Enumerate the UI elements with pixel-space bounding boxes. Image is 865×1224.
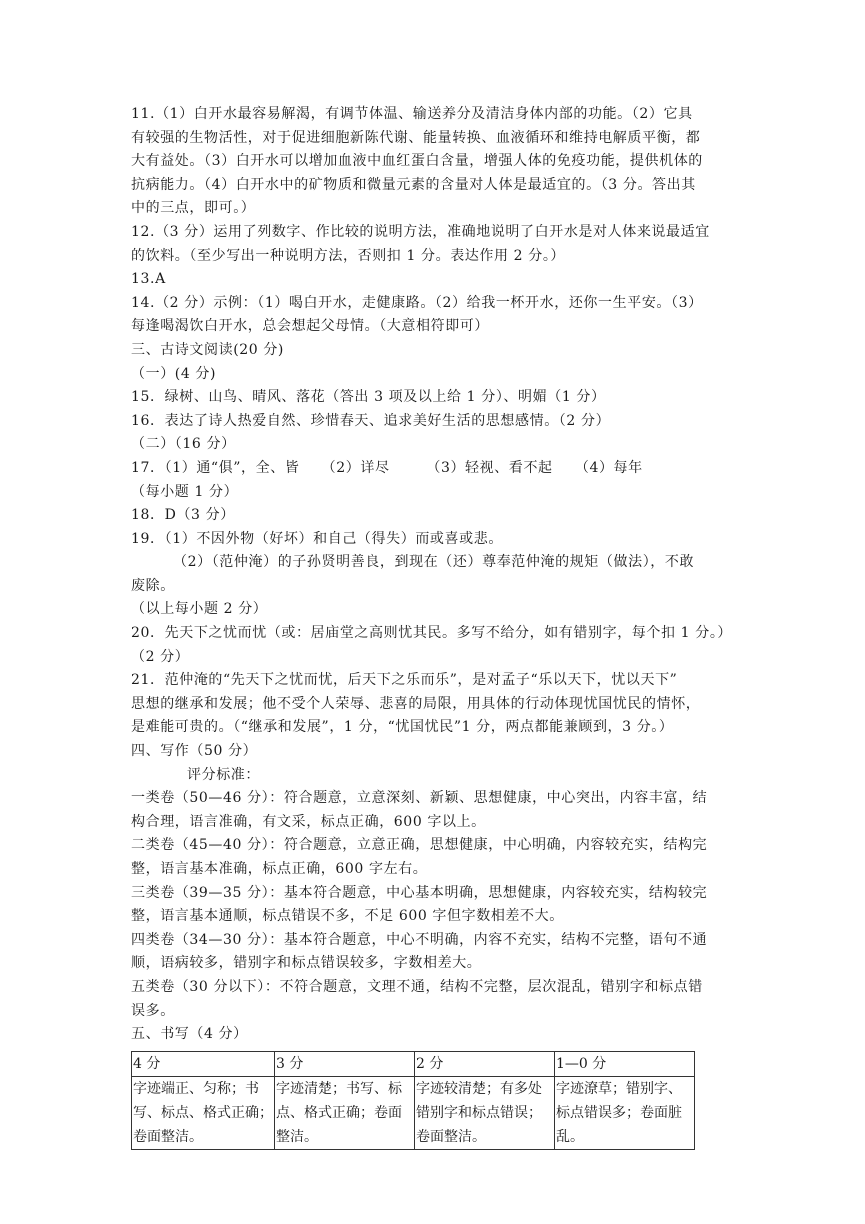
table-cell (555, 1076, 695, 1149)
text-line: 18．D（3 分） (131, 507, 235, 524)
text-line: 12.（3 分）运用了列数字、作比较的说明方法，准确地说明了白开水是对人体来说最适宜 (131, 223, 710, 240)
scoring-heading: 评分标准： (187, 766, 260, 783)
text-line: 构合理，语言准确，有文采，标点正确，600 字以上。 (131, 813, 486, 830)
text-line: 的饮料。（至少写出一种说明方法，否则扣 1 分。表达作用 2 分。） (131, 247, 566, 264)
text-line: 14.（2 分）示例：（1）喝白开水，走健康路。（2）给我一杯开水，还你一生平安。（3） (131, 294, 703, 311)
cell-text: 点、格式正确；卷面 (276, 1104, 402, 1121)
cell-text: 字迹清楚；书写、标 (276, 1080, 402, 1097)
text-line: 有较强的生物活性，对于促进细胞新陈代谢、能量转换、血液循环和维持电解质平衡，都 (131, 129, 701, 146)
cell-text: 字迹端正、匀称；书 (133, 1080, 259, 1097)
section-heading: 四、写作（50 分） (131, 743, 258, 760)
text-line: 抗病能力。（4）白开水中的矿物质和微量元素的含量对人体是最适宜的。（3 分。答出其 (131, 176, 696, 193)
cell-text: 整洁。 (276, 1128, 318, 1145)
table-cell (275, 1076, 415, 1149)
text-line: 大有益处。（3）白开水可以增加血液中血红蛋白含量，增强人体的免疫功能，提供机体的 (131, 153, 703, 170)
subsection-heading: （一）(4 分) (131, 365, 217, 382)
text-line: （以上每小题 2 分） (131, 601, 268, 618)
text-line: 13.A (131, 271, 166, 288)
cell-text: 写、标点、格式正确； (133, 1104, 273, 1121)
subsection-heading: （二）（16 分） (131, 436, 236, 453)
table-header-cell: 3 分 (275, 1051, 415, 1076)
cell-text: 卷面整洁。 (133, 1128, 203, 1145)
text-line: 一类卷（50—46 分）：符合题意，立意深刻、新颖、思想健康，中心突出，内容丰富，结 (131, 790, 708, 807)
text-line: 四类卷（34—30 分）：基本符合题意，中心不明确，内容不充实，结构不完整，语句不通 (131, 931, 708, 948)
text-line: 误多。 (131, 1002, 175, 1019)
cell-text: 字迹较清楚；有多处 (416, 1080, 542, 1097)
text-line: （2 分） (131, 648, 190, 665)
table-cell (415, 1076, 555, 1149)
text-line: 是难能可贵的。（“继承和发展”，1 分，“忧国忧民”1 分，两点都能兼顾到，3 分。） (131, 719, 674, 736)
table-header-cell: 2 分 (415, 1051, 555, 1076)
table-row (132, 1076, 695, 1149)
text-line: 中的三点，即可。） (131, 200, 256, 217)
text-line: 废除。 (131, 577, 175, 594)
text-line: 20．先天下之忧而忧（或：居庙堂之高则忧其民。多写不给分，如有错别字，每个扣 1 分。） (131, 625, 733, 642)
text-line: （2）（范仲淹）的子孙贤明善良，到现在（还）尊奉范仲淹的规矩（做法），不敢 (173, 554, 695, 571)
text-line: 16．表达了诗人热爱自然、珍惜春天、追求美好生活的思想感情。（2 分） (131, 412, 611, 429)
section-heading: 五、书写（4 分） (131, 1026, 248, 1043)
text-line: 21．范仲淹的“先天下之忧而忧，后天下之乐而乐”，是对孟子“乐以天下，忧以天下” (131, 672, 678, 689)
table-cell (132, 1076, 275, 1149)
text-line: 二类卷（45—40 分）：符合题意，立意正确，思想健康，中心明确，内容较充实，结构完 (131, 837, 708, 854)
section-heading: 三、古诗文阅读(20 分) (131, 341, 284, 358)
cell-text: 错别字和标点错误； (416, 1104, 542, 1121)
text-line: （每小题 1 分） (131, 483, 239, 500)
text-line: 顺，语病较多，错别字和标点错误较多，字数相差大。 (131, 955, 482, 972)
text-line: 每逢喝渴饮白开水，总会想起父母情。（大意相符即可） (131, 318, 489, 335)
cell-text: 标点错误多；卷面脏 (556, 1104, 682, 1121)
cell-text: 字迹潦草；错别字、 (556, 1080, 682, 1097)
cell-text: 乱。 (556, 1128, 584, 1145)
text-line: 11.（1）白开水最容易解渴，有调节体温、输送养分及清洁身体内部的功能。（2）它具 (131, 106, 693, 122)
table-header-cell: 4 分 (132, 1051, 275, 1076)
text-line: 19．（1）不因外物（好坏）和自己（得失）而或喜或悲。 (131, 530, 503, 547)
table-header-row (132, 1051, 695, 1076)
text-line: 思想的继承和发展；他不受个人荣辱、悲喜的局限，用具体的行动体现忧国忧民的情怀， (131, 695, 701, 712)
text-line: 三类卷（39—35 分）：基本符合题意，中心基本明确，思想健康，内容较充实，结构较完 (131, 884, 708, 901)
text-line: 整，语言基本准确，标点正确，600 字左右。 (131, 861, 428, 877)
answer-document (131, 103, 737, 1150)
text-line: 17．（1）通“俱”，全、皆 （2）详尽 （3）轻视、看不起 （4）每年 (131, 459, 643, 476)
text-line: 15．绿树、山鸟、晴风、落花（答出 3 项及以上给 1 分）、明媚（1 分） (131, 389, 606, 406)
table-header-cell: 1—0 分 (555, 1051, 695, 1076)
cell-text: 卷面整洁。 (416, 1128, 486, 1145)
handwriting-score-table (131, 1051, 695, 1150)
text-line: 五类卷（30 分以下）：不符合题意，文理不通，结构不完整，层次混乱，错别字和标点错 (131, 978, 703, 995)
text-line: 整，语言基本通顺，标点错误不多，不足 600 字但字数相差不大。 (131, 908, 564, 925)
